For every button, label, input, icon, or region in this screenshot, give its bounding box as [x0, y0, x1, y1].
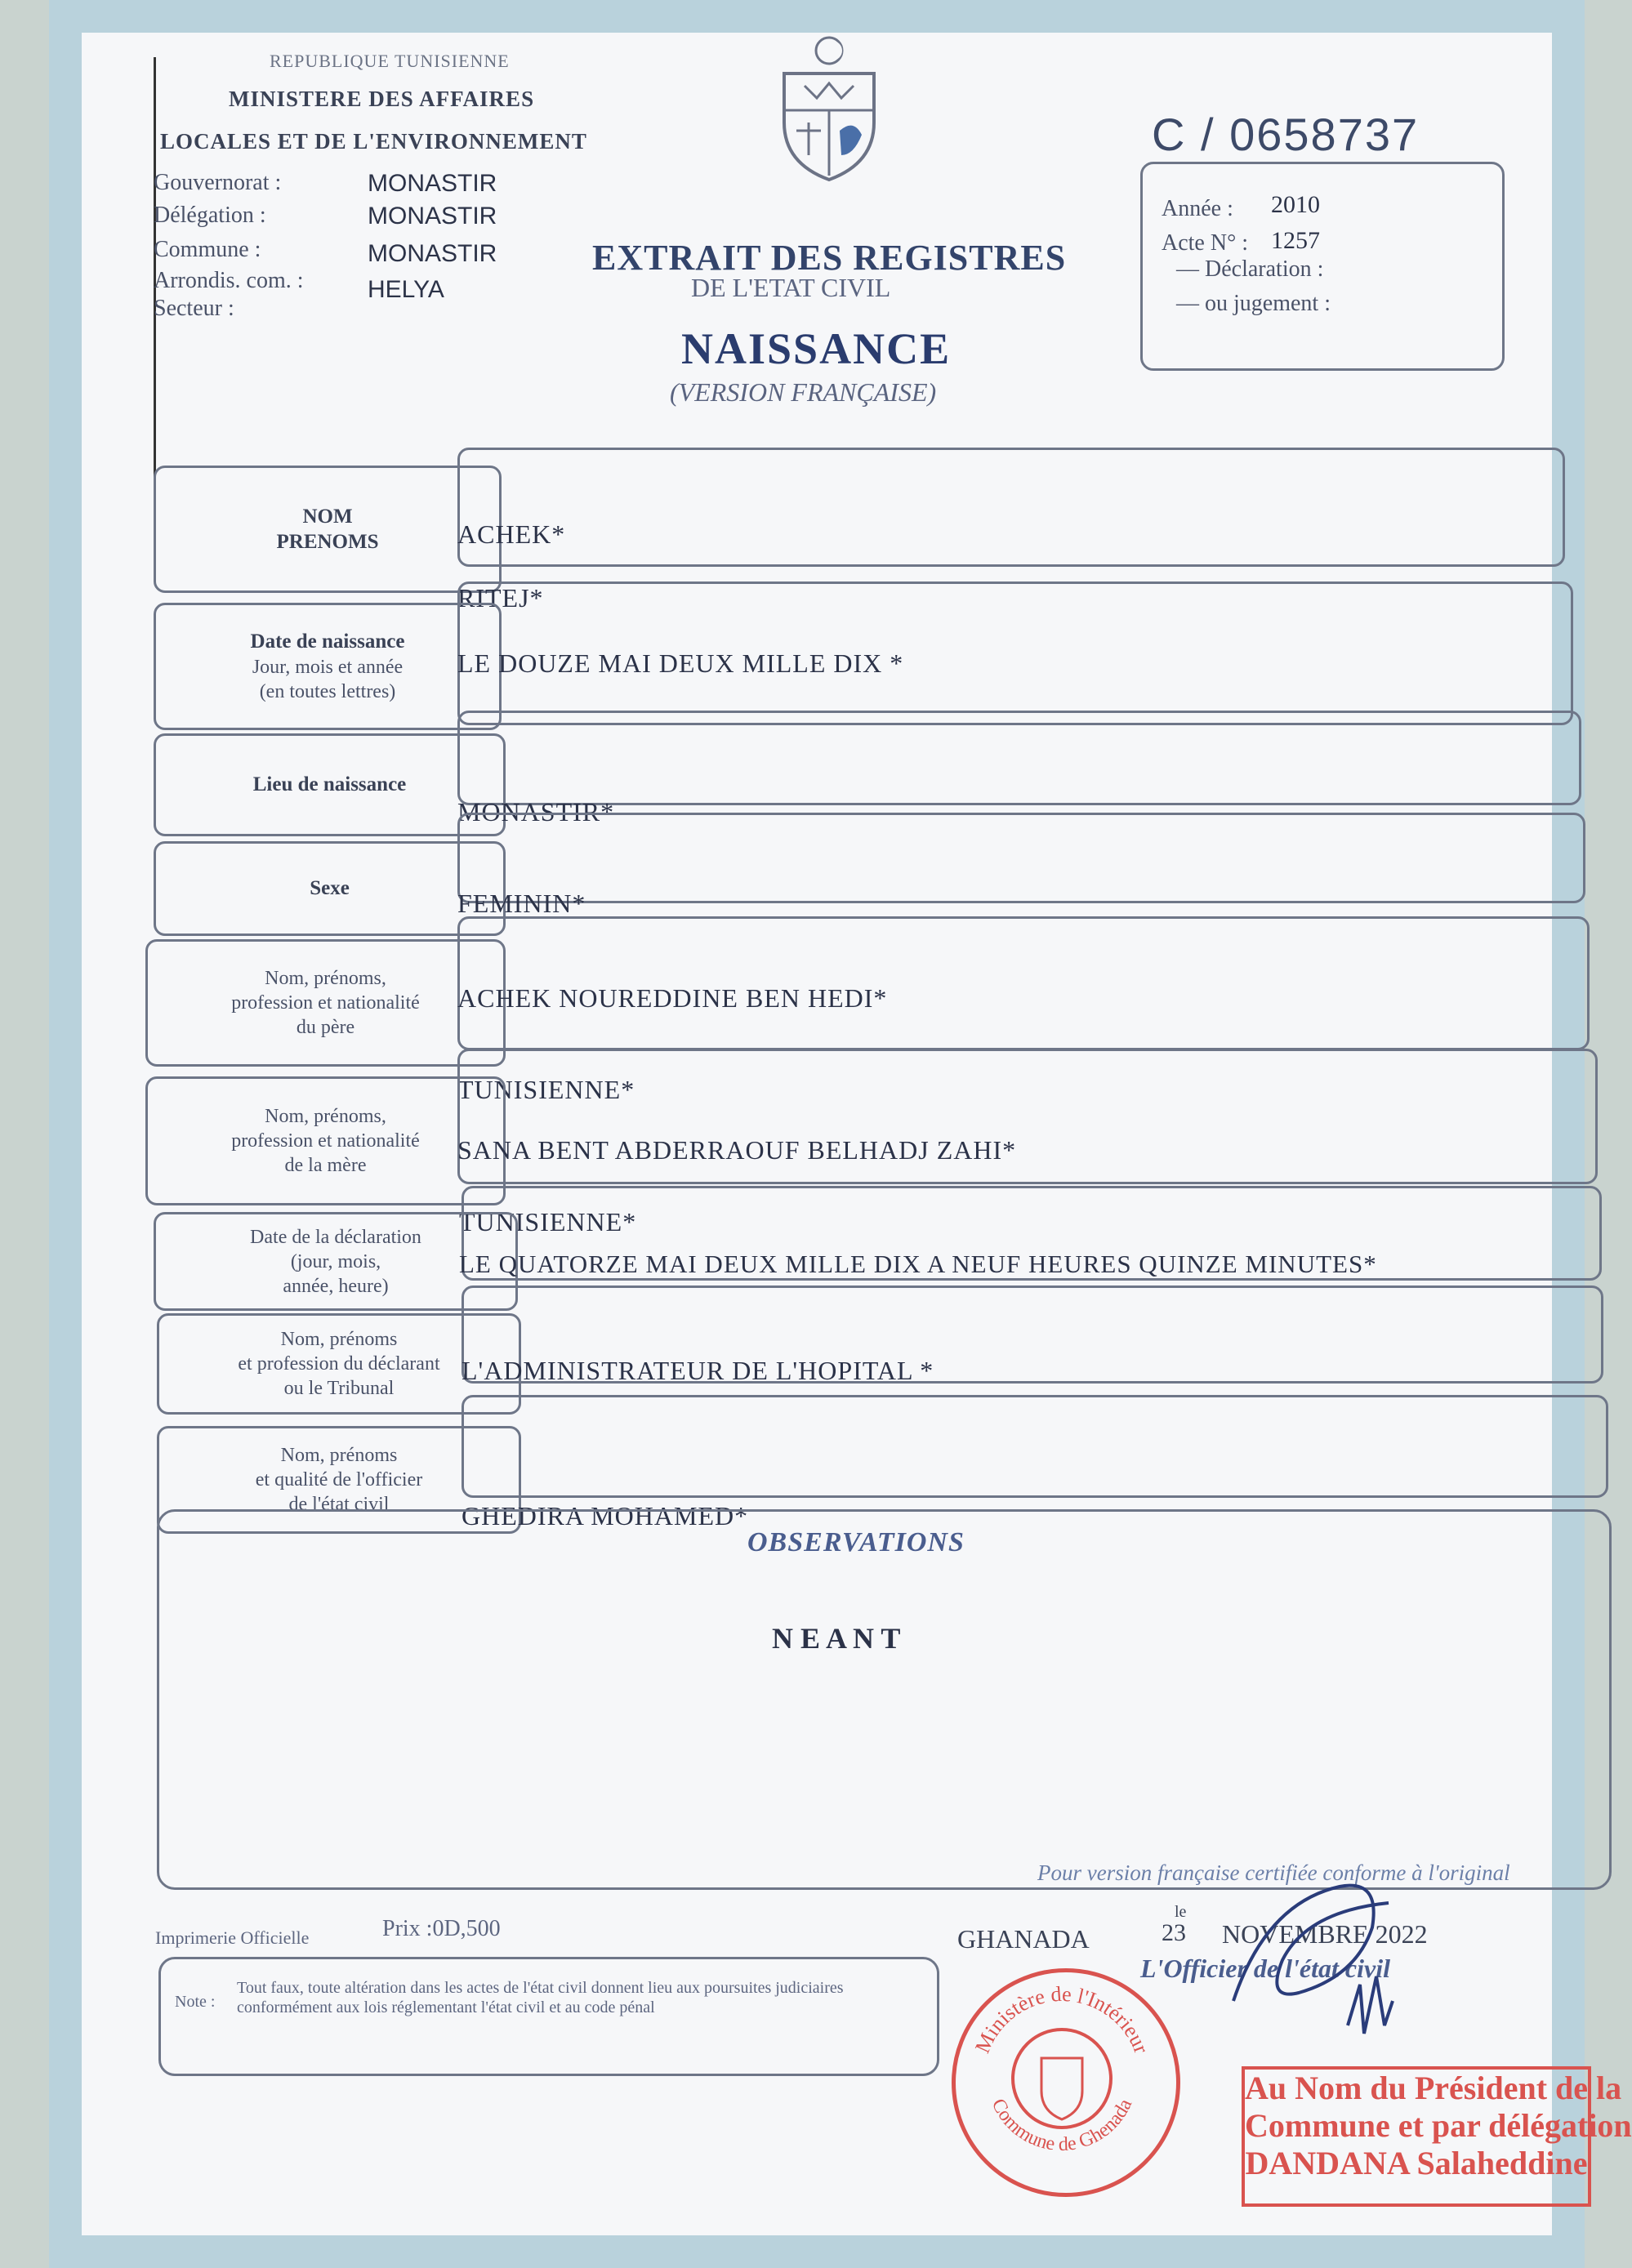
- delegation-label: Délégation :: [154, 203, 266, 228]
- nom-value-cell: [457, 448, 1565, 567]
- declarant-value: L'ADMINISTRATEUR DE L'HOPITAL *: [462, 1356, 934, 1385]
- stamp-line2: Commune et par délégation: [1245, 2107, 1632, 2144]
- decl-label-line3: année, heure): [283, 1275, 389, 1297]
- gouvernorat-value: MONASTIR: [368, 170, 497, 197]
- annee-value: 2010: [1271, 191, 1320, 218]
- date-month-year: NOVEMBRE 2022: [1222, 1919, 1428, 1949]
- observations-value: N E A N T: [772, 1622, 901, 1655]
- sexe-label-cell: [154, 841, 506, 936]
- prenom-value: RITEJ*: [457, 583, 544, 613]
- mere-label-line3: de la mère: [284, 1155, 367, 1176]
- place-text: GHANADA: [957, 1924, 1090, 1954]
- naissance-sublabel2: (en toutes lettres): [259, 680, 396, 702]
- title-version: (VERSION FRANÇAISE): [670, 377, 937, 407]
- stamp-ring-bottom-text: Commune de Ghenada: [987, 2095, 1137, 2156]
- mere-nationality: TUNISIENNE*: [459, 1207, 637, 1236]
- lieu-label-cell: [154, 733, 506, 836]
- declarant-label-line2: et profession du déclarant: [238, 1353, 440, 1375]
- officier-label-line2: et qualité de l'officier: [255, 1469, 423, 1490]
- mere-label-line1: Nom, prénoms,: [265, 1106, 386, 1127]
- pere-value: ACHEK NOUREDDINE BEN HEDI*: [457, 983, 888, 1013]
- pere-label-cell: [145, 939, 506, 1067]
- officer-title: L'Officier de l'état civil: [1140, 1954, 1390, 1983]
- sexe-label: Sexe: [310, 877, 350, 900]
- declarant-label-line1: Nom, prénoms: [280, 1329, 398, 1350]
- ministry-line1: MINISTERE DES AFFAIRES: [229, 87, 535, 111]
- nom-value: ACHEK*: [457, 519, 566, 549]
- declarant-label-line3: ou le Tribunal: [283, 1378, 395, 1399]
- note-text: Tout faux, toute altération dans les actes de l'état civil donnent lieu aux poursuites judiciaires conformément aux lois réglementant l'état civil et au code pénal: [237, 1979, 844, 2016]
- serial-number: C / 0658737: [1152, 109, 1420, 160]
- prix-text: Prix :0D,500: [382, 1916, 501, 1941]
- nom-label: NOM: [302, 505, 353, 528]
- lieu-value: MONASTIR*: [457, 797, 615, 827]
- document-sheet: [49, 0, 1632, 2268]
- prenoms-label: PRENOMS: [276, 531, 379, 553]
- acte-value: 1257: [1271, 227, 1320, 254]
- pere-label-line2: profession et nationalité: [231, 992, 420, 1014]
- officier-label-line1: Nom, prénoms: [280, 1445, 398, 1466]
- imprimerie-text: Imprimerie Officielle: [155, 1927, 310, 1948]
- pere-label-line1: Nom, prénoms,: [265, 968, 386, 989]
- acte-label: Acte N° :: [1162, 230, 1249, 256]
- mere-label-cell: [145, 1076, 506, 1205]
- sexe-value: FEMININ*: [457, 889, 586, 918]
- pere-label-line3: du père: [296, 1017, 355, 1038]
- date-le: le: [1175, 1903, 1187, 1921]
- annee-label: Année :: [1162, 196, 1233, 221]
- declaration-value: LE QUATORZE MAI DEUX MILLE DIX A NEUF HEURES QUINZE MINUTES*: [459, 1250, 1377, 1278]
- arrondis-label: Arrondis. com. :: [154, 268, 304, 293]
- date-day: 23: [1162, 1919, 1186, 1946]
- pere-nationality: TUNISIENNE*: [457, 1075, 635, 1104]
- lieu-value-cell: [457, 711, 1581, 805]
- ministry-line2: LOCALES ET DE L'ENVIRONNEMENT: [160, 129, 587, 154]
- commune-round-stamp: [952, 1968, 1180, 2197]
- naissance-value: LE DOUZE MAI DEUX MILLE DIX *: [457, 648, 904, 678]
- secteur-label: Secteur :: [154, 296, 234, 321]
- stamp-ring-top-text: Ministère de l'Intérieur: [970, 1981, 1154, 2057]
- arrondis-value: HELYA: [368, 276, 444, 303]
- observations-box: [157, 1509, 1612, 1890]
- stamp-line1: Au Nom du Président de la: [1245, 2070, 1622, 2106]
- delegation-stamp: [1242, 2066, 1632, 2207]
- jugement-label: — ou jugement :: [1176, 291, 1331, 316]
- delegation-value: MONASTIR: [368, 203, 497, 229]
- gouvernorat-label: Gouvernorat :: [154, 170, 282, 195]
- note-label: Note :: [175, 1993, 216, 2011]
- title-etat-civil: DE L'ETAT CIVIL: [691, 273, 891, 302]
- officier-value-cell: [462, 1395, 1608, 1498]
- tunisia-coat-of-arms-icon: [768, 33, 890, 184]
- observations-title: OBSERVATIONS: [747, 1527, 965, 1557]
- commune-value: MONASTIR: [368, 240, 497, 267]
- officier-label-line3: de l'état civil: [288, 1494, 390, 1515]
- sexe-value-cell: [457, 813, 1585, 903]
- naissance-sublabel: Jour, mois et année: [252, 656, 404, 678]
- decl-label-line1: Date de la déclaration: [250, 1226, 421, 1248]
- naissance-label-cell: [154, 603, 502, 730]
- mere-label-line2: profession et nationalité: [231, 1130, 420, 1152]
- nom-label-cell: [154, 466, 502, 593]
- commune-label: Commune :: [154, 237, 261, 262]
- republic-text: REPUBLIQUE TUNISIENNE: [270, 51, 510, 71]
- handwritten-signature: [1217, 1838, 1462, 2083]
- decl-label-line2: (jour, mois,: [290, 1250, 381, 1272]
- lieu-label: Lieu de naissance: [252, 773, 407, 796]
- stamp-line3: DANDANA Salaheddine: [1245, 2145, 1588, 2181]
- declaration-label: — Déclaration :: [1176, 256, 1324, 282]
- naissance-label: Date de naissance: [250, 630, 405, 653]
- officier-value: GHEDIRA MOHAMED*: [462, 1501, 749, 1531]
- title-naissance: NAISSANCE: [681, 324, 952, 373]
- certified-text: Pour version française certifiée conforme à l'original: [1037, 1860, 1510, 1885]
- title-extrait: EXTRAIT DES REGISTRES: [592, 238, 1067, 278]
- mere-value: SANA BENT ABDERRAOUF BELHADJ ZAHI*: [457, 1135, 1017, 1165]
